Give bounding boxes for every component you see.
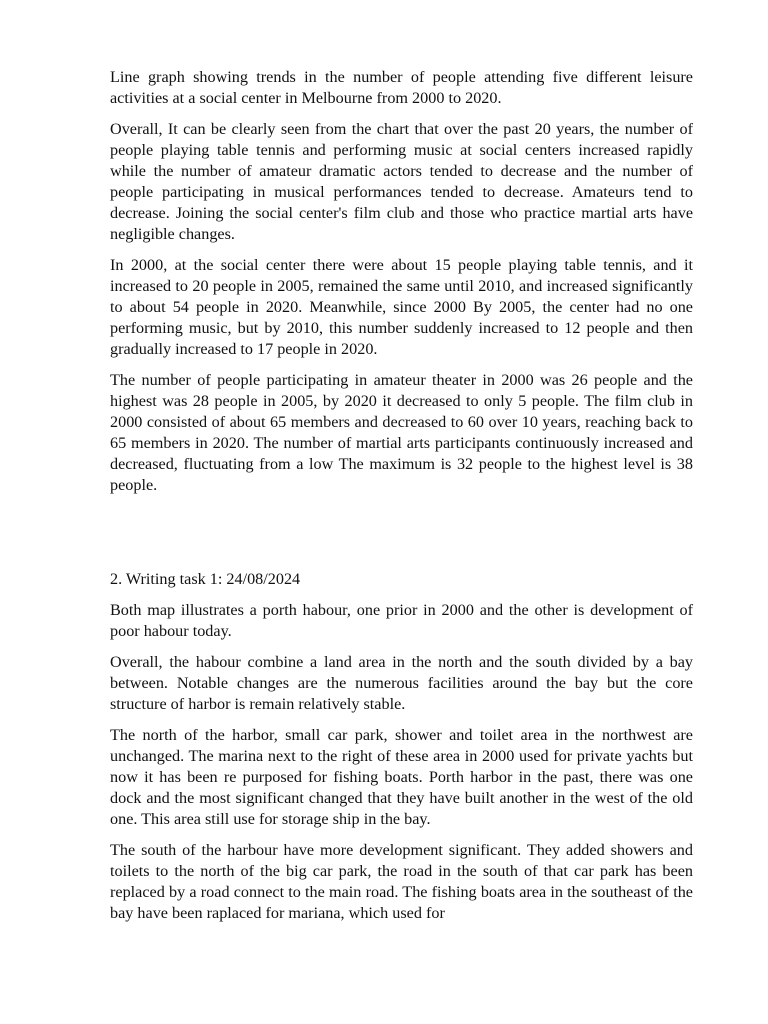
map-north-paragraph: The north of the harbor, small car park, shower and toilet area in the northwest are unchanged. The marina next to the right of these area in 2000 used for private yachts but now it has been re purposed for fishing boats. Porth harbor in the past, there was one dock and the most significant changed that they have built another in the west of the old one. This area still use for storage ship in the bay. — [110, 726, 693, 828]
map-south-paragraph: The south of the harbour have more development significant. They added showers and toilets to the north of the big car park, the road in the south of that car park has been replaced by a road connect to the main road. The fishing boats area in the southeast of the bay have been raplaced for mariana, which used for — [110, 841, 693, 922]
details-paragraph-1: In 2000, at the social center there were about 15 people playing table tennis, and it increased to 20 people in 2005, remained the same until 2010, and increased significantly to about 54 people in 2020. Meanwhile, since 2000 By 2005, the center had no one performing music, but by 2010, this number suddenly increased to 12 people and then gradually increased to 17 people in 2020. — [110, 256, 693, 358]
overview-paragraph: Overall, It can be clearly seen from the chart that over the past 20 years, the number of people playing table tennis and performing music at social centers increased rapidly while the number of amateur dramatic actors tended to decrease and the number of people participating in musical performances tended to decrease. Amateurs tend to decrease. Joining the social center's film club and those who practice martial arts have negligible changes. — [110, 120, 693, 243]
section-heading: 2. Writing task 1: 24/08/2024 — [110, 570, 301, 588]
details-paragraph-2: The number of people participating in amateur theater in 2000 was 26 people and the highest was 28 people in 2005, by 2020 it decreased to only 5 people. The film club in 2000 consisted of about 65 members and decreased to 60 over 10 years, reaching back to 65 members in 2020. The number of martial arts participants continuously increased and decreased, fluctuating from a low The maximum is 32 people to the highest level is 38 people. — [110, 371, 693, 494]
intro-paragraph: Line graph showing trends in the number of people attending five different leisure activities at a social center in Melbourne from 2000 to 2020. — [110, 68, 693, 107]
section-spacer — [110, 506, 693, 569]
document-page — [110, 67, 693, 934]
map-overview-paragraph: Overall, the habour combine a land area in the north and the south divided by a bay between. Notable changes are the numerous facilities around the bay but the core structure of harbor is remain relatively stable. — [110, 653, 693, 713]
map-intro-paragraph: Both map illustrates a porth habour, one prior in 2000 and the other is development of poor habour today. — [110, 601, 693, 640]
